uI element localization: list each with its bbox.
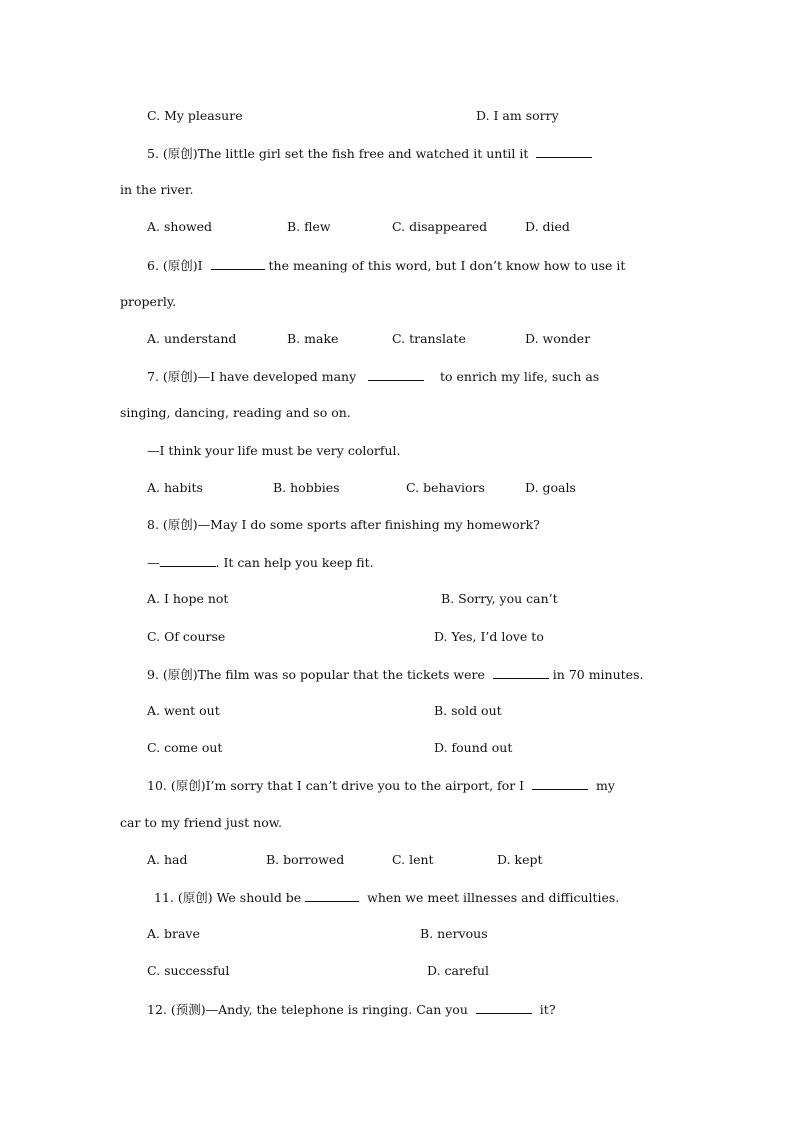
q11-option-a: A. brave bbox=[147, 926, 200, 941]
q10-blank bbox=[532, 777, 588, 790]
q9-blank bbox=[493, 666, 549, 679]
q7-continuation: singing, dancing, reading and so on. bbox=[120, 405, 351, 420]
q5-text: 5. (原创)The little girl set the fish free and watched it until it bbox=[147, 146, 529, 161]
q11-option-b: B. nervous bbox=[420, 926, 488, 941]
q8-reply bbox=[147, 554, 374, 571]
q10-text-suffix: my bbox=[596, 778, 615, 793]
q10-text-prefix: 10. (原创)I’m sorry that I can’t drive you to the airport, for I bbox=[147, 778, 525, 793]
q8-option-c: C. Of course bbox=[147, 629, 226, 644]
q8-reply-text: . It can help you keep fit. bbox=[215, 555, 374, 570]
q6-text-prefix: 6. (原创)I bbox=[147, 258, 203, 273]
q12-text-prefix: 12. (预测)—Andy, the telephone is ringing. Can you bbox=[147, 1002, 468, 1017]
question-5 bbox=[147, 145, 592, 162]
q7-option-d: D. goals bbox=[525, 480, 576, 495]
q8-option-a: A. I hope not bbox=[147, 591, 229, 606]
q10-continuation: car to my friend just now. bbox=[120, 815, 282, 830]
question-8: 8. (原创)—May I do some sports after finishing my homework? bbox=[147, 517, 540, 532]
q9-option-d: D. found out bbox=[434, 740, 513, 755]
question-6 bbox=[147, 257, 625, 274]
q11-text-suffix: when we meet illnesses and difficulties. bbox=[367, 890, 620, 905]
q5-continuation: in the river. bbox=[120, 182, 194, 197]
q6-option-c: C. translate bbox=[392, 331, 466, 346]
q7-blank bbox=[368, 368, 424, 381]
q6-option-b: B. make bbox=[287, 331, 339, 346]
question-10 bbox=[147, 777, 615, 794]
q8-option-d: D. Yes, I’d love to bbox=[434, 629, 544, 644]
q5-blank bbox=[536, 145, 592, 158]
q11-blank bbox=[305, 889, 359, 902]
question-9 bbox=[147, 666, 643, 683]
q7-text-prefix: 7. (原创)—I have developed many bbox=[147, 369, 357, 384]
q9-option-a: A. went out bbox=[147, 703, 220, 718]
q9-option-b: B. sold out bbox=[434, 703, 502, 718]
q11-option-c: C. successful bbox=[147, 963, 230, 978]
q5-option-a: A. showed bbox=[147, 219, 213, 234]
q7-reply: —I think your life must be very colorful. bbox=[147, 443, 401, 458]
q10-option-b: B. borrowed bbox=[266, 852, 345, 867]
q6-blank bbox=[211, 257, 265, 270]
q4-option-d: D. I am sorry bbox=[476, 108, 559, 123]
q8-option-b: B. Sorry, you can’t bbox=[441, 591, 558, 606]
q9-text-suffix: in 70 minutes. bbox=[552, 667, 644, 682]
q6-text-suffix: the meaning of this word, but I don’t know how to use it bbox=[268, 258, 626, 273]
question-7 bbox=[147, 368, 599, 385]
q8-reply-dash: — bbox=[147, 555, 160, 570]
q7-option-a: A. habits bbox=[147, 480, 203, 495]
q6-continuation: properly. bbox=[120, 294, 177, 309]
q5-option-c: C. disappeared bbox=[392, 219, 488, 234]
q6-option-a: A. understand bbox=[147, 331, 237, 346]
q10-option-d: D. kept bbox=[497, 852, 543, 867]
q12-blank bbox=[476, 1001, 532, 1014]
q7-option-b: B. hobbies bbox=[273, 480, 340, 495]
question-12 bbox=[147, 1001, 556, 1018]
q11-text-prefix: 11. (原创) We should be bbox=[154, 890, 302, 905]
q8-blank bbox=[160, 554, 216, 567]
q10-option-a: A. had bbox=[147, 852, 188, 867]
q5-option-b: B. flew bbox=[287, 219, 331, 234]
q12-text-suffix: it? bbox=[539, 1002, 556, 1017]
q11-option-d: D. careful bbox=[427, 963, 490, 978]
q7-option-c: C. behaviors bbox=[406, 480, 485, 495]
q10-option-c: C. lent bbox=[392, 852, 434, 867]
question-11 bbox=[154, 889, 619, 906]
q9-option-c: C. come out bbox=[147, 740, 223, 755]
q5-option-d: D. died bbox=[525, 219, 570, 234]
q4-option-c: C. My pleasure bbox=[147, 108, 243, 123]
q7-text-suffix: to enrich my life, such as bbox=[440, 369, 600, 384]
q6-option-d: D. wonder bbox=[525, 331, 591, 346]
q9-text-prefix: 9. (原创)The film was so popular that the tickets were bbox=[147, 667, 485, 682]
